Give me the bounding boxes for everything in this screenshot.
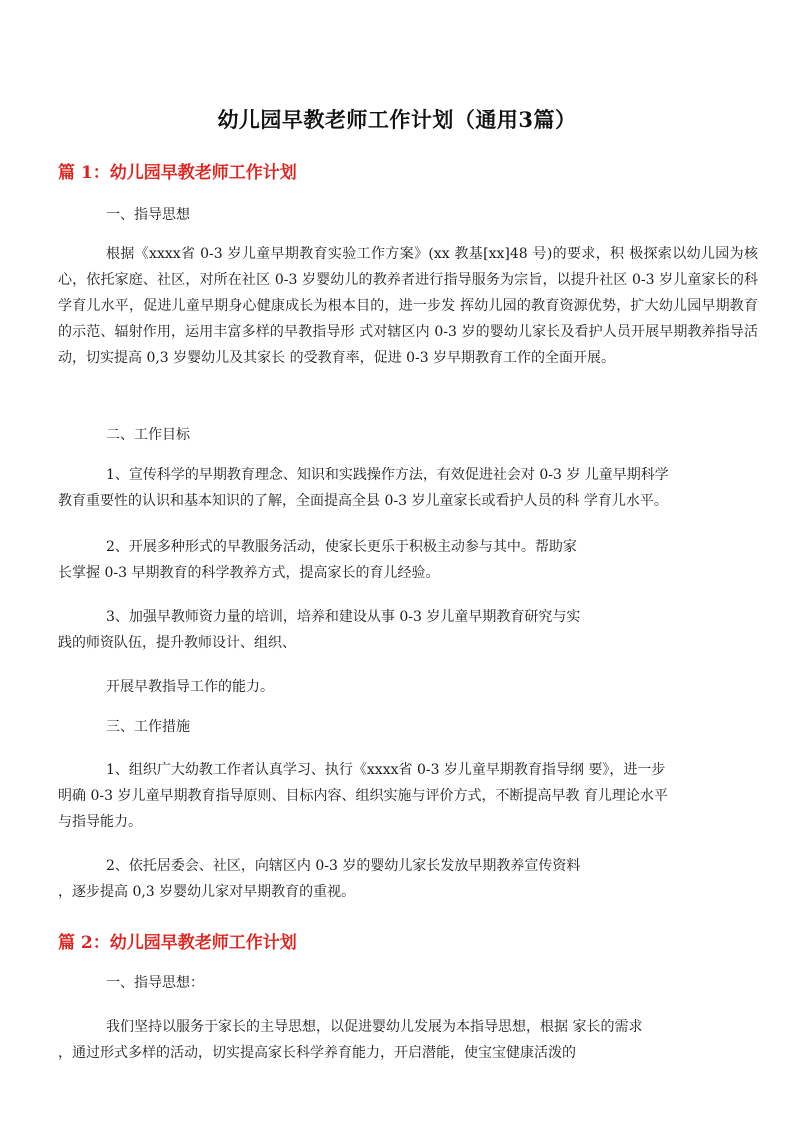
paragraph-text: 根据《xxxx省 0-3 岁儿童早期教育实验工作方案》(xx 教基[xx]48 号)的要求，积 极探索以幼儿园为核心，依托家庭、社区，对所在社区 0-3 岁婴幼儿的教养者进行指导服务为宗旨，以提升社区 0-3 岁儿童家长的科学育儿水平，促进儿童早期身心健康成长为根本目的，进一步发 挥幼儿园的教育资源优势，扩大幼儿园早期教育的示范、辐射作用，运用丰富多样的早教指导形 式对辖区内 0-3 岁的婴幼儿家长及看护人员开展早期教养指导活动，切实提高 0,3 岁婴幼儿及其家长 的受教育率，促进 0-3 岁早期教育工作的全面开展。: [58, 246, 758, 366]
heading-guiding-thought-2: 一、指导思想：: [106, 975, 204, 991]
heading-work-measures: 三、工作措施: [106, 719, 190, 735]
goal-3-line-1: 3、加强早教师资力量的培训，培养和建设从事 0-3 岁儿童早期教育研究与实: [106, 609, 581, 625]
measure-2-line-1: 2、依托居委会、社区，向辖区内 0-3 岁的婴幼儿家长发放早期教养宣传资料: [106, 858, 581, 874]
goal-2-line-1: 2、开展多种形式的早教服务活动，使家长更乐于积极主动参与其中。帮助家: [106, 539, 577, 555]
section-heading-2: 篇 2：幼儿园早教老师工作计划: [58, 933, 297, 953]
goal-1-line-2: 教育重要性的认识和基本知识的了解，全面提高全县 0-3 岁儿童家长或看护人员的科 学育儿水平。: [58, 493, 668, 509]
goal-3-line-3: 开展早教指导工作的能力。: [106, 679, 274, 695]
goal-3-line-2: 践的师资队伍，提升教师设计、组织、: [58, 635, 296, 651]
document-title: 幼儿园早教老师工作计划（通用3篇）: [217, 107, 577, 132]
measure-1-line-1: 1、组织广大幼教工作者认真学习、执行《xxxx省 0-3 岁儿童早期教育指导纲 要》，进一步: [106, 762, 666, 778]
goal-1-line-1: 1、宣传科学的早期教育理念、知识和实践操作方法，有效促进社会对 0-3 岁 儿童早期科学: [106, 467, 669, 483]
heading-guiding-thought: 一、指导思想: [106, 207, 190, 223]
measure-1-line-2: 明确 0-3 岁儿童早期教育指导原则、目标内容、组织实施与评价方式，不断提高早教 育儿理论水平: [58, 788, 668, 804]
goal-2-line-2: 长掌握 0-3 早期教育的科学教养方式，提高家长的育儿经验。: [58, 565, 440, 581]
paragraph-2-line-1: 我们坚持以服务于家长的主导思想，以促进婴幼儿发展为本指导思想，根据 家长的需求: [106, 1019, 643, 1035]
measure-1-line-3: 与指导能力。: [58, 814, 142, 830]
heading-work-goals: 二、工作目标: [106, 427, 190, 443]
paragraph-guiding-thought: [58, 241, 758, 371]
paragraph-2-line-2: ，通过形式多样的活动，切实提高家长科学养育能力，开启潜能，使宝宝健康活泼的: [58, 1045, 576, 1061]
section-heading-1: 篇 1：幼儿园早教老师工作计划: [58, 163, 297, 183]
measure-2-line-2: ，逐步提高 0,3 岁婴幼儿家对早期教育的重视。: [58, 884, 356, 900]
